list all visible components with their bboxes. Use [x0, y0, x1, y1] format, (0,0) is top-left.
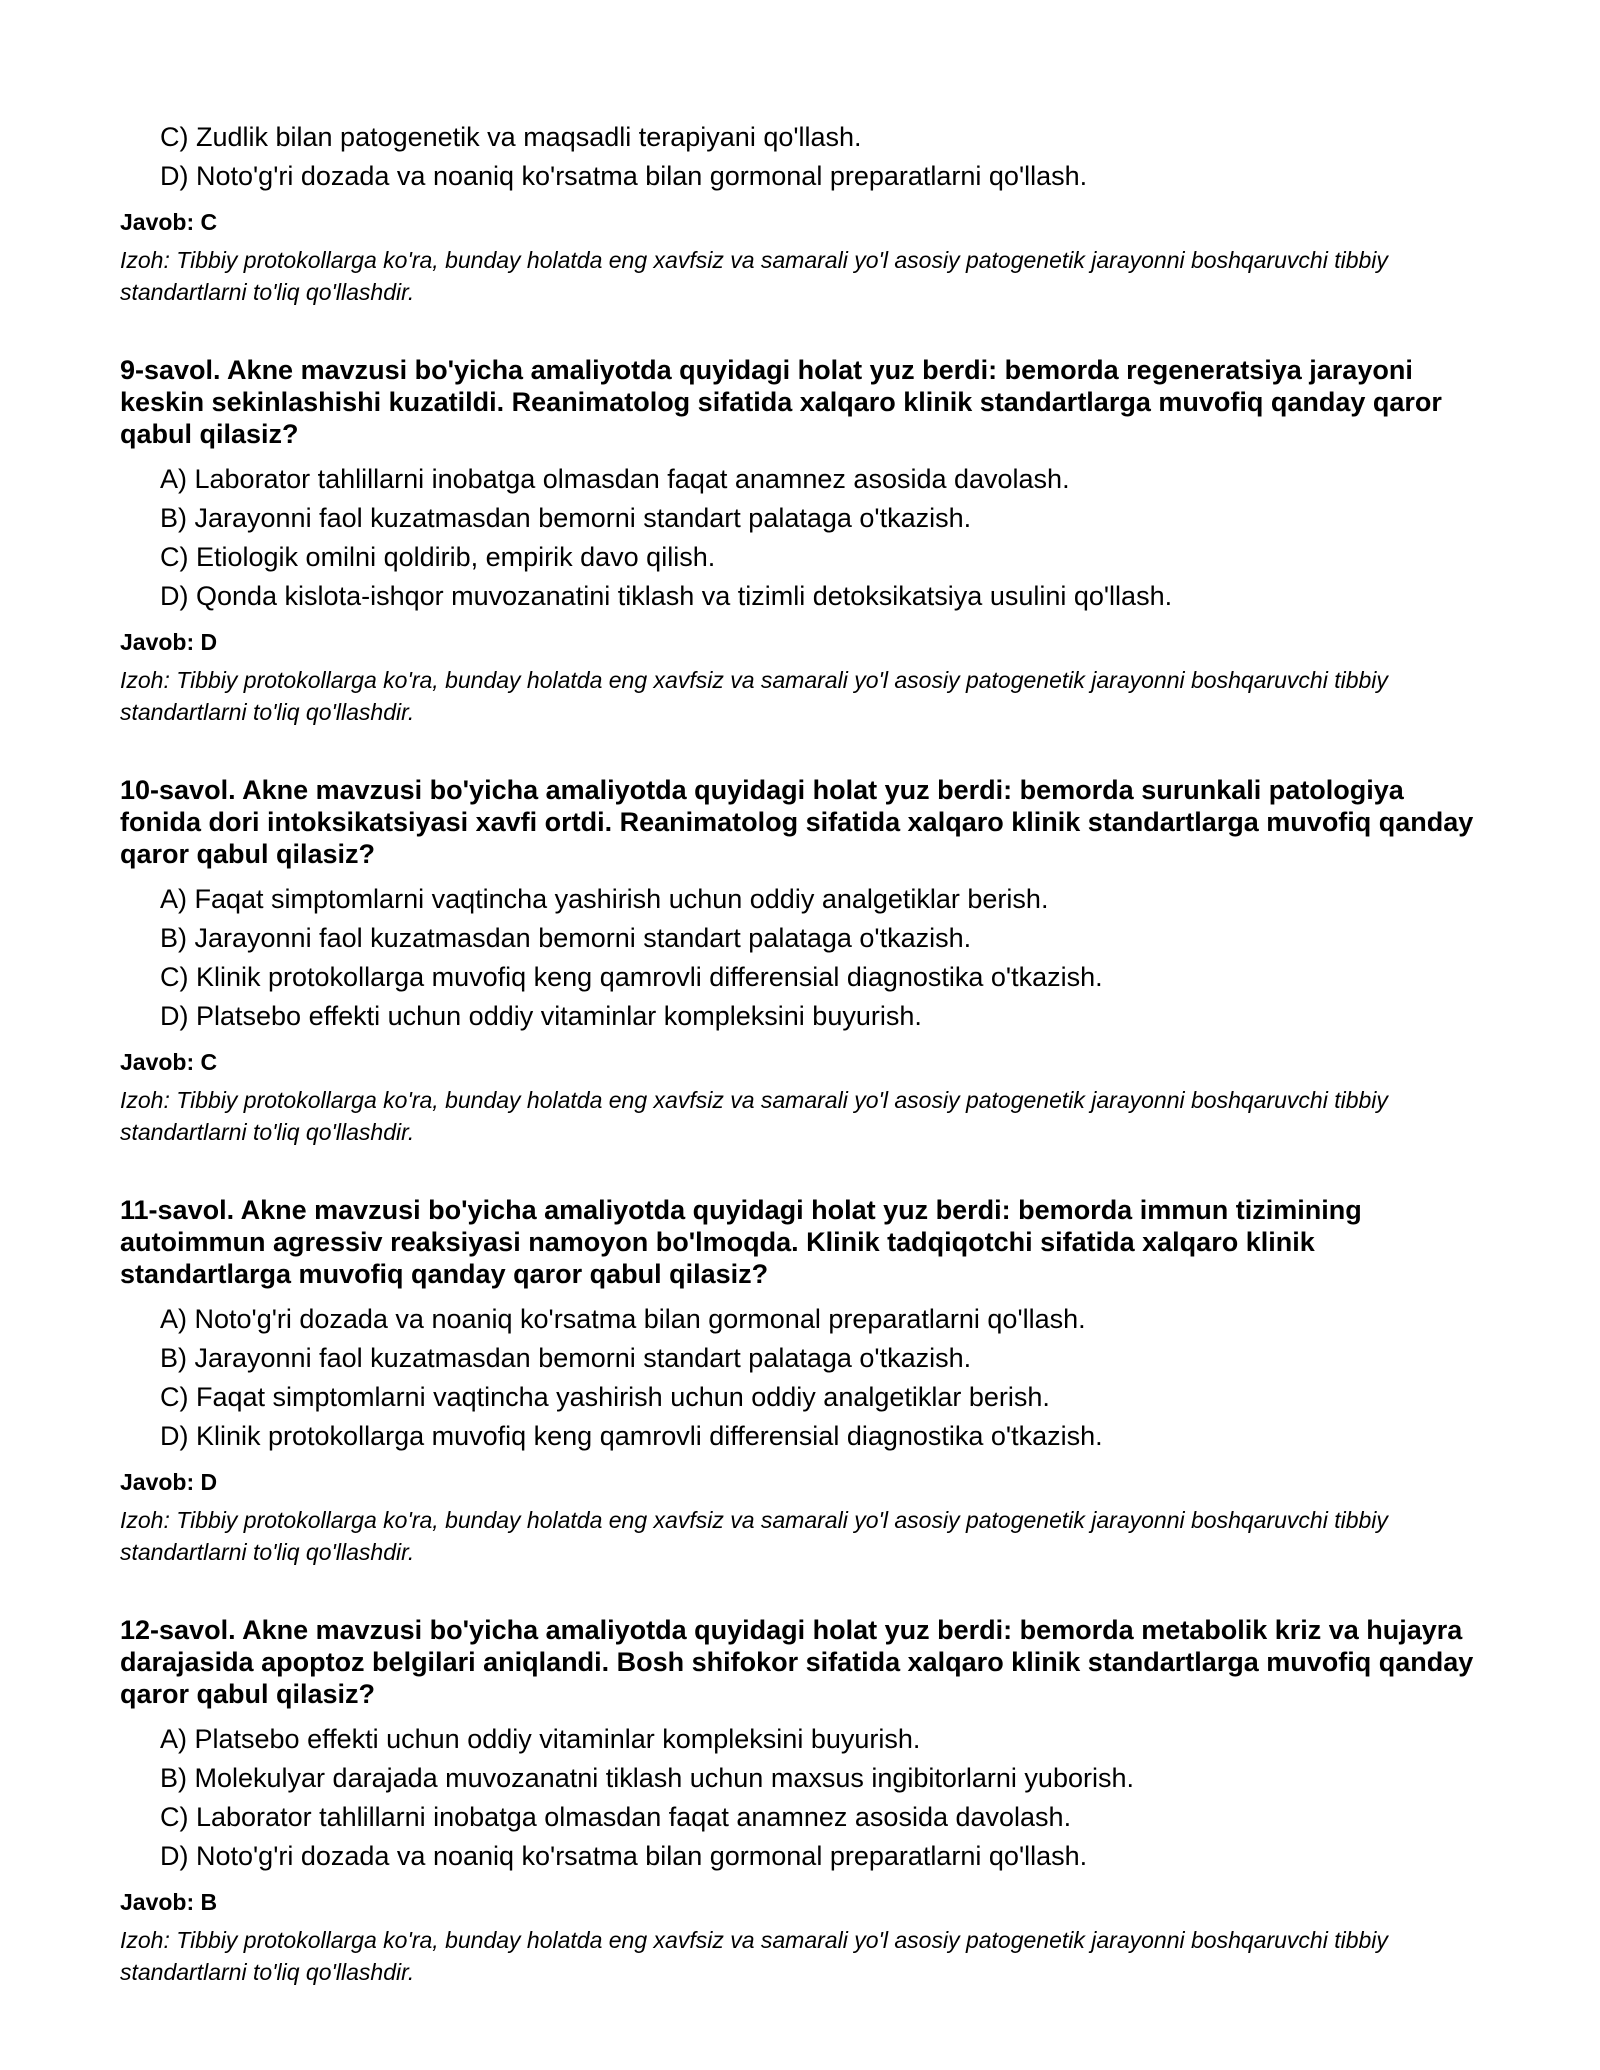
option-a: A) Platsebo effekti uchun oddiy vitaminlar kompleksini buyurish.	[160, 1724, 921, 1754]
explanation-note: Izoh: Tibbiy protokollarga ko'ra, bunday holatda eng xavfsiz va samarali yo'l asosiy patogenetik jarayonni boshqaruvchi tibbiy standartlarni to'liq qo'llashdir.	[120, 1507, 1388, 1565]
option-c: C) Zudlik bilan patogenetik va maqsadli terapiyani qo'llash.	[160, 122, 862, 152]
explanation-note: Izoh: Tibbiy protokollarga ko'ra, bunday holatda eng xavfsiz va samarali yo'l asosiy patogenetik jarayonni boshqaruvchi tibbiy standartlarni to'liq qo'llashdir.	[120, 1927, 1388, 1985]
answer-label: Javob: D	[120, 629, 218, 655]
explanation-note: Izoh: Tibbiy protokollarga ko'ra, bunday holatda eng xavfsiz va samarali yo'l asosiy patogenetik jarayonni boshqaruvchi tibbiy standartlarni to'liq qo'llashdir.	[120, 1087, 1388, 1145]
option-a: A) Laborator tahlillarni inobatga olmasdan faqat anamnez asosida davolash.	[160, 464, 1070, 494]
answer-label: Javob: D	[120, 1469, 218, 1495]
option-d: D) Qonda kislota-ishqor muvozanatini tiklash va tizimli detoksikatsiya usulini qo'llash.	[160, 581, 1173, 611]
question-title: 10-savol. Akne mavzusi bo'yicha amaliyotda quyidagi holat yuz berdi: bemorda surunkali patologiya fonida dori intoksikatsiyasi xavfi ortdi. Reanimatolog sifatida xalqaro klinik standartlarga muvofiq qanday qaror qabul qilasiz?	[120, 775, 1474, 869]
option-d: D) Noto'g'ri dozada va noaniq ko'rsatma bilan gormonal preparatlarni qo'llash.	[160, 1841, 1088, 1871]
answer-label: Javob: C	[120, 1049, 218, 1075]
option-a: A) Faqat simptomlarni vaqtincha yashirish uchun oddiy analgetiklar berish.	[160, 884, 1049, 914]
option-b: B) Jarayonni faol kuzatmasdan bemorni standart palataga o'tkazish.	[160, 1343, 972, 1373]
option-list	[120, 460, 1490, 616]
question-12	[120, 1614, 1490, 1988]
question-title: 11-savol. Akne mavzusi bo'yicha amaliyotda quyidagi holat yuz berdi: bemorda immun tizimining autoimmun agressiv reaksiyasi namoyon bo'lmoqda. Klinik tadqiqotchi sifatida xalqaro klinik standartlarga muvofiq qanday qaror qabul qilasiz?	[120, 1195, 1362, 1289]
option-d: D) Noto'g'ri dozada va noaniq ko'rsatma bilan gormonal preparatlarni qo'llash.	[160, 161, 1088, 191]
option-b: B) Jarayonni faol kuzatmasdan bemorni standart palataga o'tkazish.	[160, 923, 972, 953]
explanation-note: Izoh: Tibbiy protokollarga ko'ra, bunday holatda eng xavfsiz va samarali yo'l asosiy patogenetik jarayonni boshqaruvchi tibbiy standartlarni to'liq qo'llashdir.	[120, 667, 1388, 725]
option-c: C) Laborator tahlillarni inobatga olmasdan faqat anamnez asosida davolash.	[160, 1802, 1072, 1832]
option-list	[120, 118, 1490, 196]
option-d: D) Platsebo effekti uchun oddiy vitaminlar kompleksini buyurish.	[160, 1001, 922, 1031]
answer-label: Javob: C	[120, 209, 218, 235]
answer-label: Javob: B	[120, 1889, 218, 1915]
option-list	[120, 880, 1490, 1036]
option-c: C) Klinik protokollarga muvofiq keng qamrovli differensial diagnostika o'tkazish.	[160, 962, 1103, 992]
option-c: C) Etiologik omilni qoldirib, empirik davo qilish.	[160, 542, 716, 572]
document-page	[120, 118, 1490, 1988]
question-8-continuation	[120, 118, 1490, 308]
option-b: B) Molekulyar darajada muvozanatni tiklash uchun maxsus ingibitorlarni yuborish.	[160, 1763, 1134, 1793]
question-9	[120, 354, 1490, 728]
question-11	[120, 1194, 1490, 1568]
option-c: C) Faqat simptomlarni vaqtincha yashirish uchun oddiy analgetiklar berish.	[160, 1382, 1050, 1412]
explanation-note: Izoh: Tibbiy protokollarga ko'ra, bunday holatda eng xavfsiz va samarali yo'l asosiy patogenetik jarayonni boshqaruvchi tibbiy standartlarni to'liq qo'llashdir.	[120, 247, 1388, 305]
option-d: D) Klinik protokollarga muvofiq keng qamrovli differensial diagnostika o'tkazish.	[160, 1421, 1103, 1451]
question-title: 9-savol. Akne mavzusi bo'yicha amaliyotda quyidagi holat yuz berdi: bemorda regeneratsiya jarayoni keskin sekinlashishi kuzatildi. Reanimatolog sifatida xalqaro klinik standartlarga muvofiq qanday qaror qabul qilasiz?	[120, 355, 1442, 449]
question-10	[120, 774, 1490, 1148]
option-b: B) Jarayonni faol kuzatmasdan bemorni standart palataga o'tkazish.	[160, 503, 972, 533]
question-title: 12-savol. Akne mavzusi bo'yicha amaliyotda quyidagi holat yuz berdi: bemorda metabolik kriz va hujayra darajasida apoptoz belgilari aniqlandi. Bosh shifokor sifatida xalqaro klinik standartlarga muvofiq qanday qaror qabul qilasiz?	[120, 1615, 1474, 1709]
option-list	[120, 1300, 1490, 1456]
option-list	[120, 1720, 1490, 1876]
option-a: A) Noto'g'ri dozada va noaniq ko'rsatma bilan gormonal preparatlarni qo'llash.	[160, 1304, 1086, 1334]
